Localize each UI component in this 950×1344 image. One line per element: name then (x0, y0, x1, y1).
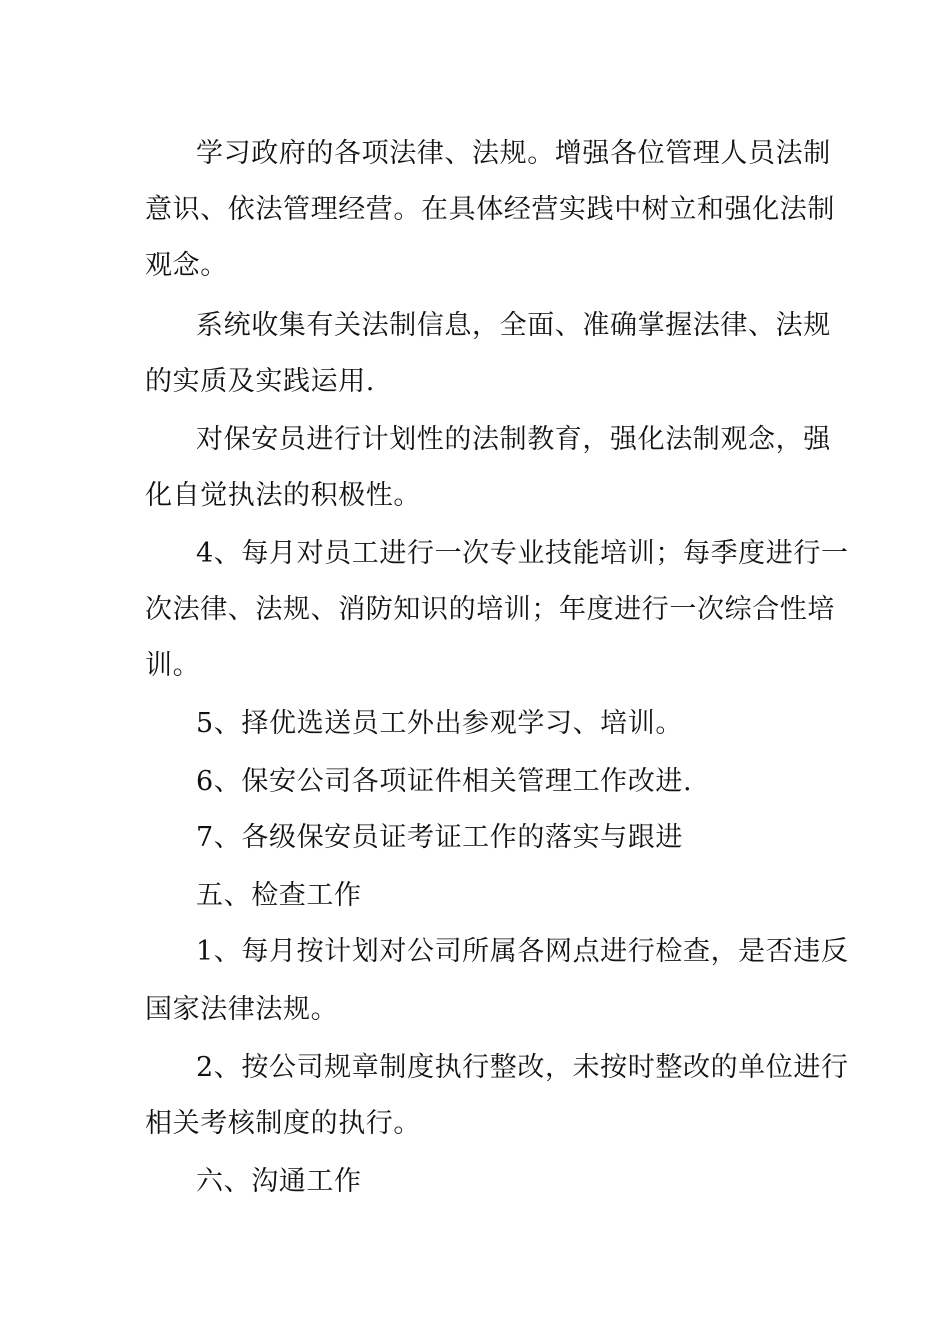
list-item: 7、各级保安员证考证工作的落实与跟进 (196, 822, 683, 853)
paragraph-line: 相关考核制度的执行。 (145, 1108, 421, 1139)
paragraph-line: 次法律、法规、消防知识的培训；年度进行一次综合性培 (145, 594, 835, 625)
section-heading: 五、检查工作 (196, 880, 362, 911)
list-item: 5、择优选送员工外出参观学习、培训。 (196, 708, 683, 739)
paragraph-line: 对保安员进行计划性的法制教育，强化法制观念，强 (196, 424, 831, 455)
paragraph-line: 4、每月对员工进行一次专业技能培训；每季度进行一 (196, 538, 849, 569)
paragraph-line: 系统收集有关法制信息，全面、准确掌握法律、法规 (196, 310, 831, 341)
section-heading: 六、沟通工作 (196, 1166, 362, 1197)
paragraph-line: 的实质及实践运用. (145, 366, 375, 397)
paragraph-line: 训。 (145, 650, 201, 681)
paragraph-line: 意识、依法管理经营。在具体经营实践中树立和强化法制 (145, 194, 835, 225)
paragraph-line: 观念。 (145, 250, 228, 281)
paragraph-line: 学习政府的各项法律、法规。增强各位管理人员法制 (196, 138, 831, 169)
paragraph-line: 化自觉执法的积极性。 (145, 480, 421, 511)
list-item: 2、按公司规章制度执行整改，未按时整改的单位进行 (196, 1052, 849, 1083)
paragraph-line: 国家法律法规。 (145, 994, 339, 1025)
list-item: 6、保安公司各项证件相关管理工作改进. (196, 766, 693, 797)
list-item: 1、每月按计划对公司所属各网点进行检查，是否违反 (196, 936, 849, 967)
